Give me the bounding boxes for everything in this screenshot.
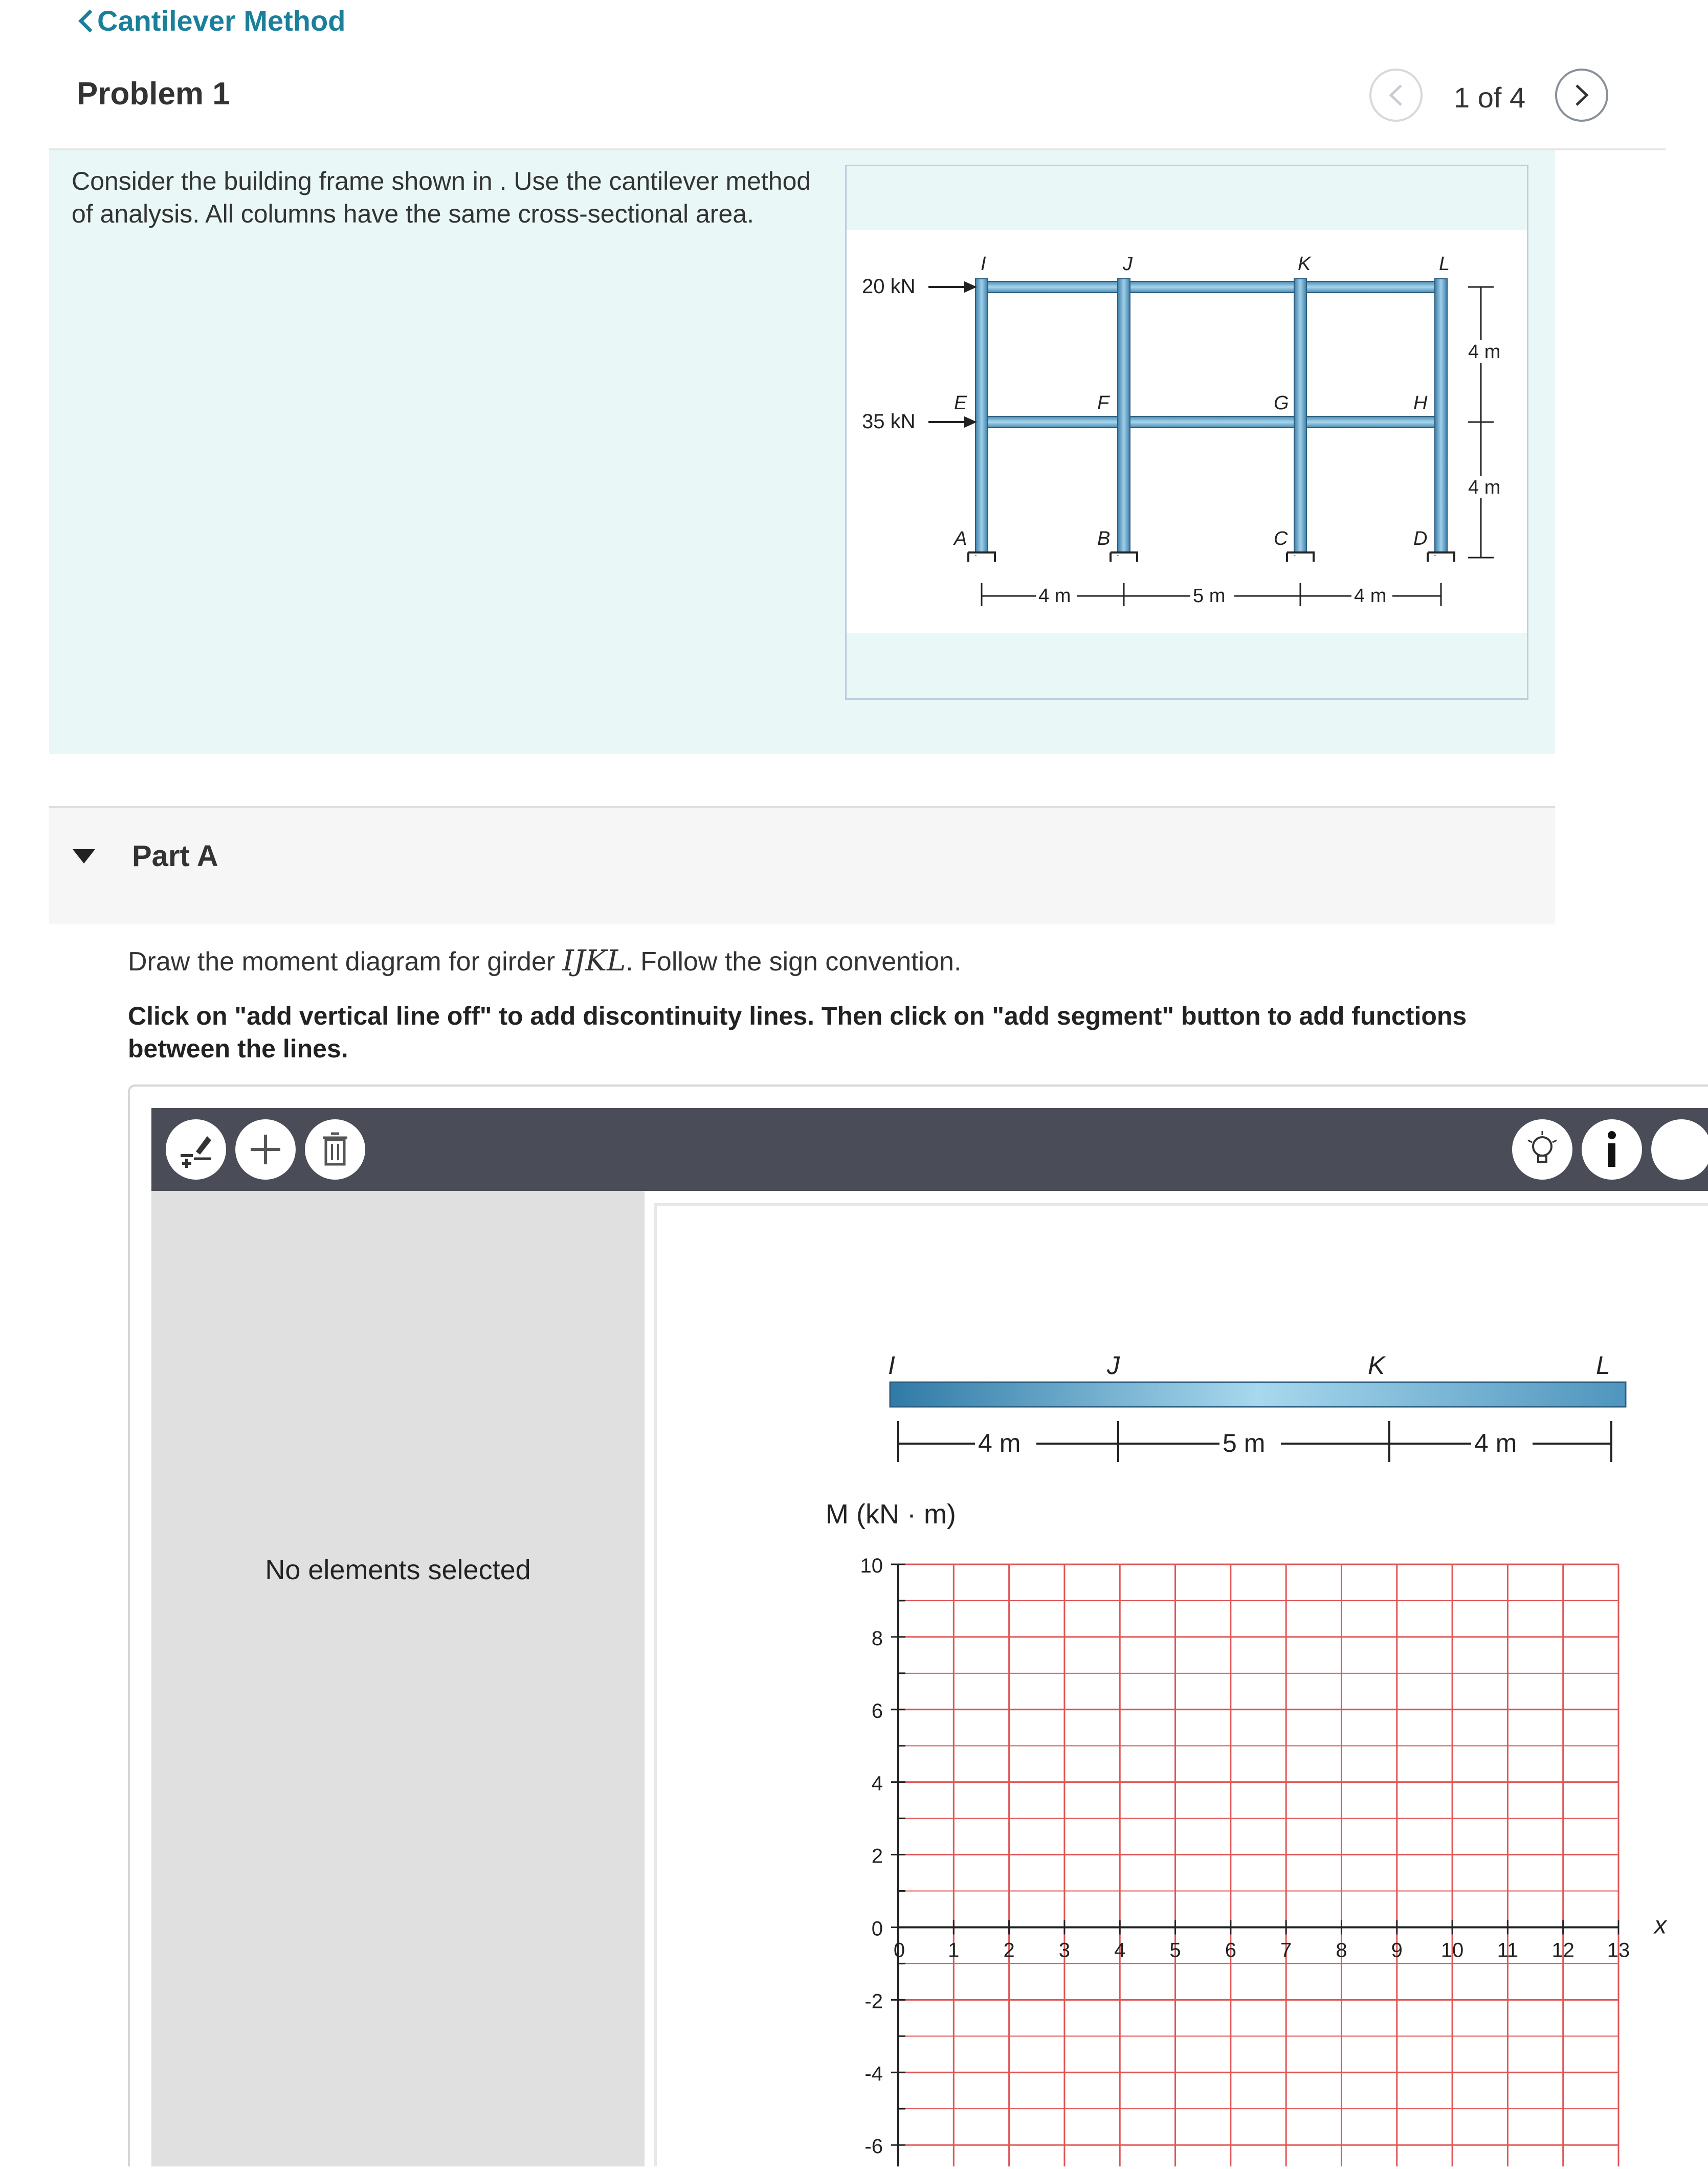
add-vertical-line-button[interactable] (166, 1119, 226, 1180)
element-properties-panel (151, 1191, 645, 2166)
roof-girder (977, 281, 1440, 293)
more-tools-button[interactable] (1651, 1119, 1708, 1180)
load-35kn: 35 kN (862, 410, 916, 433)
pencil-add-icon (175, 1129, 216, 1170)
support-a (968, 552, 995, 562)
part-a-title: Part A (132, 839, 218, 873)
x-tick-label: 1 (948, 1939, 960, 1962)
selection-status: No elements selected (265, 1555, 531, 1585)
support-c (1287, 552, 1314, 562)
hint-bulb-icon (1522, 1129, 1563, 1170)
story-height-bottom: 4 m (1468, 477, 1501, 498)
back-link-label: Cantilever Method (97, 5, 346, 37)
joint-l: L (1439, 253, 1450, 275)
trash-icon (320, 1132, 350, 1167)
x-axis-label: x (1654, 1912, 1667, 1939)
x-tick-label: 8 (1336, 1939, 1347, 1962)
column-d (1435, 279, 1447, 555)
joint-h: H (1413, 392, 1428, 414)
girder-name: IJKL (562, 944, 626, 978)
x-tick-label: 11 (1497, 1939, 1519, 1962)
x-tick-label: 6 (1225, 1939, 1236, 1962)
problem-statement-text: Consider the building frame shown in . Use the cantilever method of analysis. All columns have the same cross-sectional area. (72, 167, 811, 228)
span-kl: 4 m (1354, 585, 1387, 607)
girder-span-ij: 4 m (978, 1429, 1021, 1457)
problem-title: Problem 1 (77, 76, 230, 112)
drawing-toolbar (151, 1108, 1708, 1191)
girder-span-kl: 4 m (1474, 1429, 1517, 1457)
add-segment-button[interactable] (235, 1119, 296, 1180)
delete-button[interactable] (305, 1119, 365, 1180)
plus-icon (248, 1132, 283, 1167)
y-tick-label: -6 (864, 2135, 883, 2158)
hint-button[interactable] (1512, 1119, 1572, 1180)
span-ij: 4 m (1038, 585, 1071, 607)
y-tick-label: 4 (871, 1772, 883, 1795)
column-b (1118, 279, 1130, 555)
pager-indicator: 1 of 4 (1454, 81, 1526, 114)
girder-span-jk: 5 m (1223, 1429, 1266, 1457)
x-tick-label: 7 (1280, 1939, 1292, 1962)
instruction-prefix: Draw the moment diagram for girder (128, 947, 563, 977)
x-tick-label: 2 (1003, 1939, 1015, 1962)
girder-joint-l: L (1596, 1351, 1610, 1380)
y-tick-label: -4 (864, 2063, 883, 2086)
joint-c: C (1274, 528, 1288, 549)
part-a-header[interactable] (49, 808, 1555, 924)
floor-girder (977, 416, 1440, 428)
span-jk: 5 m (1193, 585, 1226, 607)
x-tick-label: 4 (1114, 1939, 1126, 1962)
joint-i: I (981, 253, 986, 275)
column-c (1294, 279, 1306, 555)
previous-problem-button[interactable] (1369, 69, 1423, 122)
chevron-right-icon (1571, 82, 1592, 108)
y-tick-label: 0 (871, 1917, 883, 1940)
chevron-left-icon (77, 9, 94, 33)
x-tick-label: 5 (1169, 1939, 1181, 1962)
info-icon (1602, 1129, 1622, 1170)
moment-diagram-chart[interactable] (657, 1206, 1708, 2166)
chevron-left-icon (1386, 82, 1406, 108)
joint-k: K (1298, 253, 1311, 275)
column-a (975, 279, 988, 555)
joint-j: J (1123, 253, 1133, 275)
girder-joint-k: K (1368, 1351, 1385, 1380)
y-tick-label: 8 (871, 1627, 883, 1650)
joint-e: E (954, 392, 967, 414)
story-height-top: 4 m (1468, 341, 1501, 363)
x-tick-label: 0 (893, 1939, 905, 1962)
frame-figure (847, 230, 1527, 633)
load-20kn: 20 kN (862, 275, 916, 298)
joint-f: F (1097, 392, 1110, 414)
girder-joint-i: I (888, 1351, 895, 1380)
joint-d: D (1413, 528, 1428, 549)
y-axis-label: M (kN · m) (826, 1499, 956, 1530)
joint-g: G (1274, 392, 1289, 414)
back-link[interactable] (77, 4, 345, 37)
caret-down-icon[interactable] (73, 849, 95, 864)
support-d (1428, 552, 1454, 562)
part-instruction-bold: Click on "add vertical line off" to add discontinuity lines. Then click on "add segment" button to add functions between the lines. (128, 1002, 1467, 1063)
x-tick-label: 3 (1058, 1939, 1071, 1962)
drawing-canvas[interactable] (654, 1203, 1708, 2166)
part-instruction (128, 944, 961, 978)
y-tick-label: 6 (871, 1699, 883, 1722)
girder-joint-j: J (1107, 1351, 1120, 1380)
joint-a: A (954, 528, 967, 549)
instruction-suffix: . Follow the sign convention. (626, 947, 962, 977)
joint-b: B (1097, 528, 1111, 549)
info-button[interactable] (1582, 1119, 1642, 1180)
x-tick-label: 13 (1607, 1939, 1630, 1962)
girder-ijkl (890, 1382, 1626, 1407)
x-tick-label: 12 (1551, 1939, 1574, 1962)
y-tick-label: 10 (860, 1555, 883, 1577)
next-problem-button[interactable] (1555, 69, 1608, 122)
y-tick-label: 2 (871, 1845, 883, 1868)
x-tick-label: 10 (1440, 1939, 1464, 1962)
support-b (1111, 552, 1137, 562)
y-tick-label: -2 (864, 1990, 883, 2013)
x-tick-label: 9 (1391, 1939, 1403, 1962)
